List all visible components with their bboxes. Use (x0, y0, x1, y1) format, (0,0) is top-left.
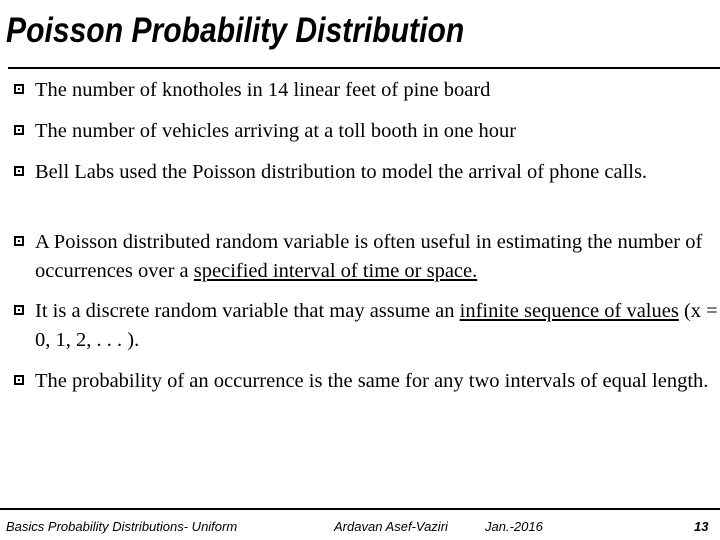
bullet-text: The number of vehicles arriving at a toll booth in one hour (35, 120, 517, 142)
page-number: 13 (694, 519, 709, 534)
footer-divider (0, 508, 720, 510)
square-bullet-icon (14, 375, 24, 385)
underlined-phrase: specified interval of time or space. (193, 260, 478, 282)
bullet-text-part: It is a discrete random variable that may assume an (35, 300, 460, 322)
footer-course-title: Basics Probability Distributions- Uniform (6, 519, 238, 534)
bullet-text (35, 297, 718, 355)
bullet-item (10, 367, 718, 396)
bullet-text-part: A Poisson distributed random variable is often useful in estimating the number of occurrences over a (35, 231, 703, 282)
bullet-text-part: (x = 0, 1, 2, . . . ). (35, 300, 718, 351)
bullet-item (10, 76, 718, 105)
bullet-text: The probability of an occurrence is the same for any two intervals of equal length. (35, 370, 709, 392)
square-bullet-icon (14, 125, 24, 135)
footer-author: Ardavan Asef-Vaziri (334, 519, 448, 534)
square-bullet-icon (14, 305, 24, 315)
bullet-item (10, 158, 718, 187)
footer-date: Jan.-2016 (485, 519, 543, 534)
bullet-item (10, 228, 718, 286)
bullet-text (35, 228, 718, 286)
bullet-item (10, 297, 718, 355)
bullet-item (10, 117, 718, 146)
bullet-text: The number of knotholes in 14 linear feet of pine board (35, 79, 491, 101)
underlined-phrase: infinite sequence of values (459, 300, 679, 322)
bullet-text: Bell Labs used the Poisson distribution to model the arrival of phone calls. (35, 161, 648, 183)
square-bullet-icon (14, 236, 24, 246)
square-bullet-icon (14, 166, 24, 176)
square-bullet-icon (14, 84, 24, 94)
slide-title: Poisson Probability Distribution (6, 11, 465, 50)
